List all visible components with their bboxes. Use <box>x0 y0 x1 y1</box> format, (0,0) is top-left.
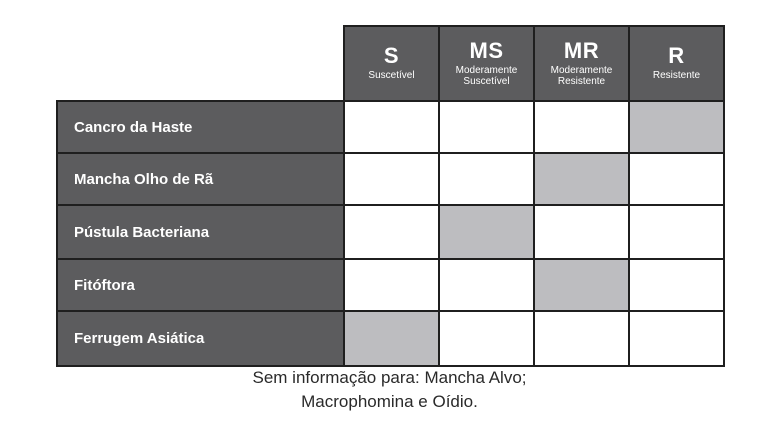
column-header-ms <box>440 27 533 100</box>
row-header-fitoftora: Fitóftora <box>58 260 343 310</box>
footnote-line-1: Sem informação para: Mancha Alvo; <box>252 368 527 387</box>
row-header-pustula-bacteriana: Pústula Bacteriana <box>58 206 343 258</box>
column-description: Moderamente Suscetível <box>455 64 518 87</box>
rating-cell-marked <box>535 260 628 310</box>
column-description: Moderamente Resistente <box>550 64 613 87</box>
rating-cell <box>535 312 628 365</box>
column-header-r <box>630 27 723 100</box>
footnote <box>0 366 779 414</box>
column-code: MR <box>563 37 600 63</box>
rating-cell <box>345 102 438 152</box>
rating-cell <box>630 260 723 310</box>
rating-cell <box>535 102 628 152</box>
rating-cell <box>345 154 438 204</box>
column-code: R <box>668 43 685 69</box>
rating-cell <box>440 102 533 152</box>
rating-cell-marked <box>440 206 533 258</box>
footnote-line-2: Macrophomina e Oídio. <box>301 392 478 411</box>
rating-cell <box>440 260 533 310</box>
rating-cell <box>345 260 438 310</box>
row-header-cancro-da-haste: Cancro da Haste <box>58 102 343 152</box>
rating-cell <box>440 312 533 365</box>
rating-cell <box>345 206 438 258</box>
rating-cell <box>630 312 723 365</box>
column-code: S <box>383 43 400 69</box>
column-header-mr <box>535 27 628 100</box>
row-header-ferrugem-asiatica: Ferrugem Asiática <box>58 312 343 365</box>
column-header-s <box>345 27 438 100</box>
rating-cell <box>630 154 723 204</box>
rating-cell-marked <box>345 312 438 365</box>
rating-cell <box>535 206 628 258</box>
resistance-table <box>56 25 725 367</box>
column-code: MS <box>469 37 504 63</box>
table-corner <box>56 25 343 100</box>
rating-cell-marked <box>630 102 723 152</box>
rating-cell <box>630 206 723 258</box>
row-header-mancha-olho-de-ra: Mancha Olho de Rã <box>58 154 343 204</box>
rating-cell-marked <box>535 154 628 204</box>
column-description: Resistente <box>652 70 701 82</box>
rating-cell <box>440 154 533 204</box>
column-description: Suscetível <box>368 70 415 82</box>
